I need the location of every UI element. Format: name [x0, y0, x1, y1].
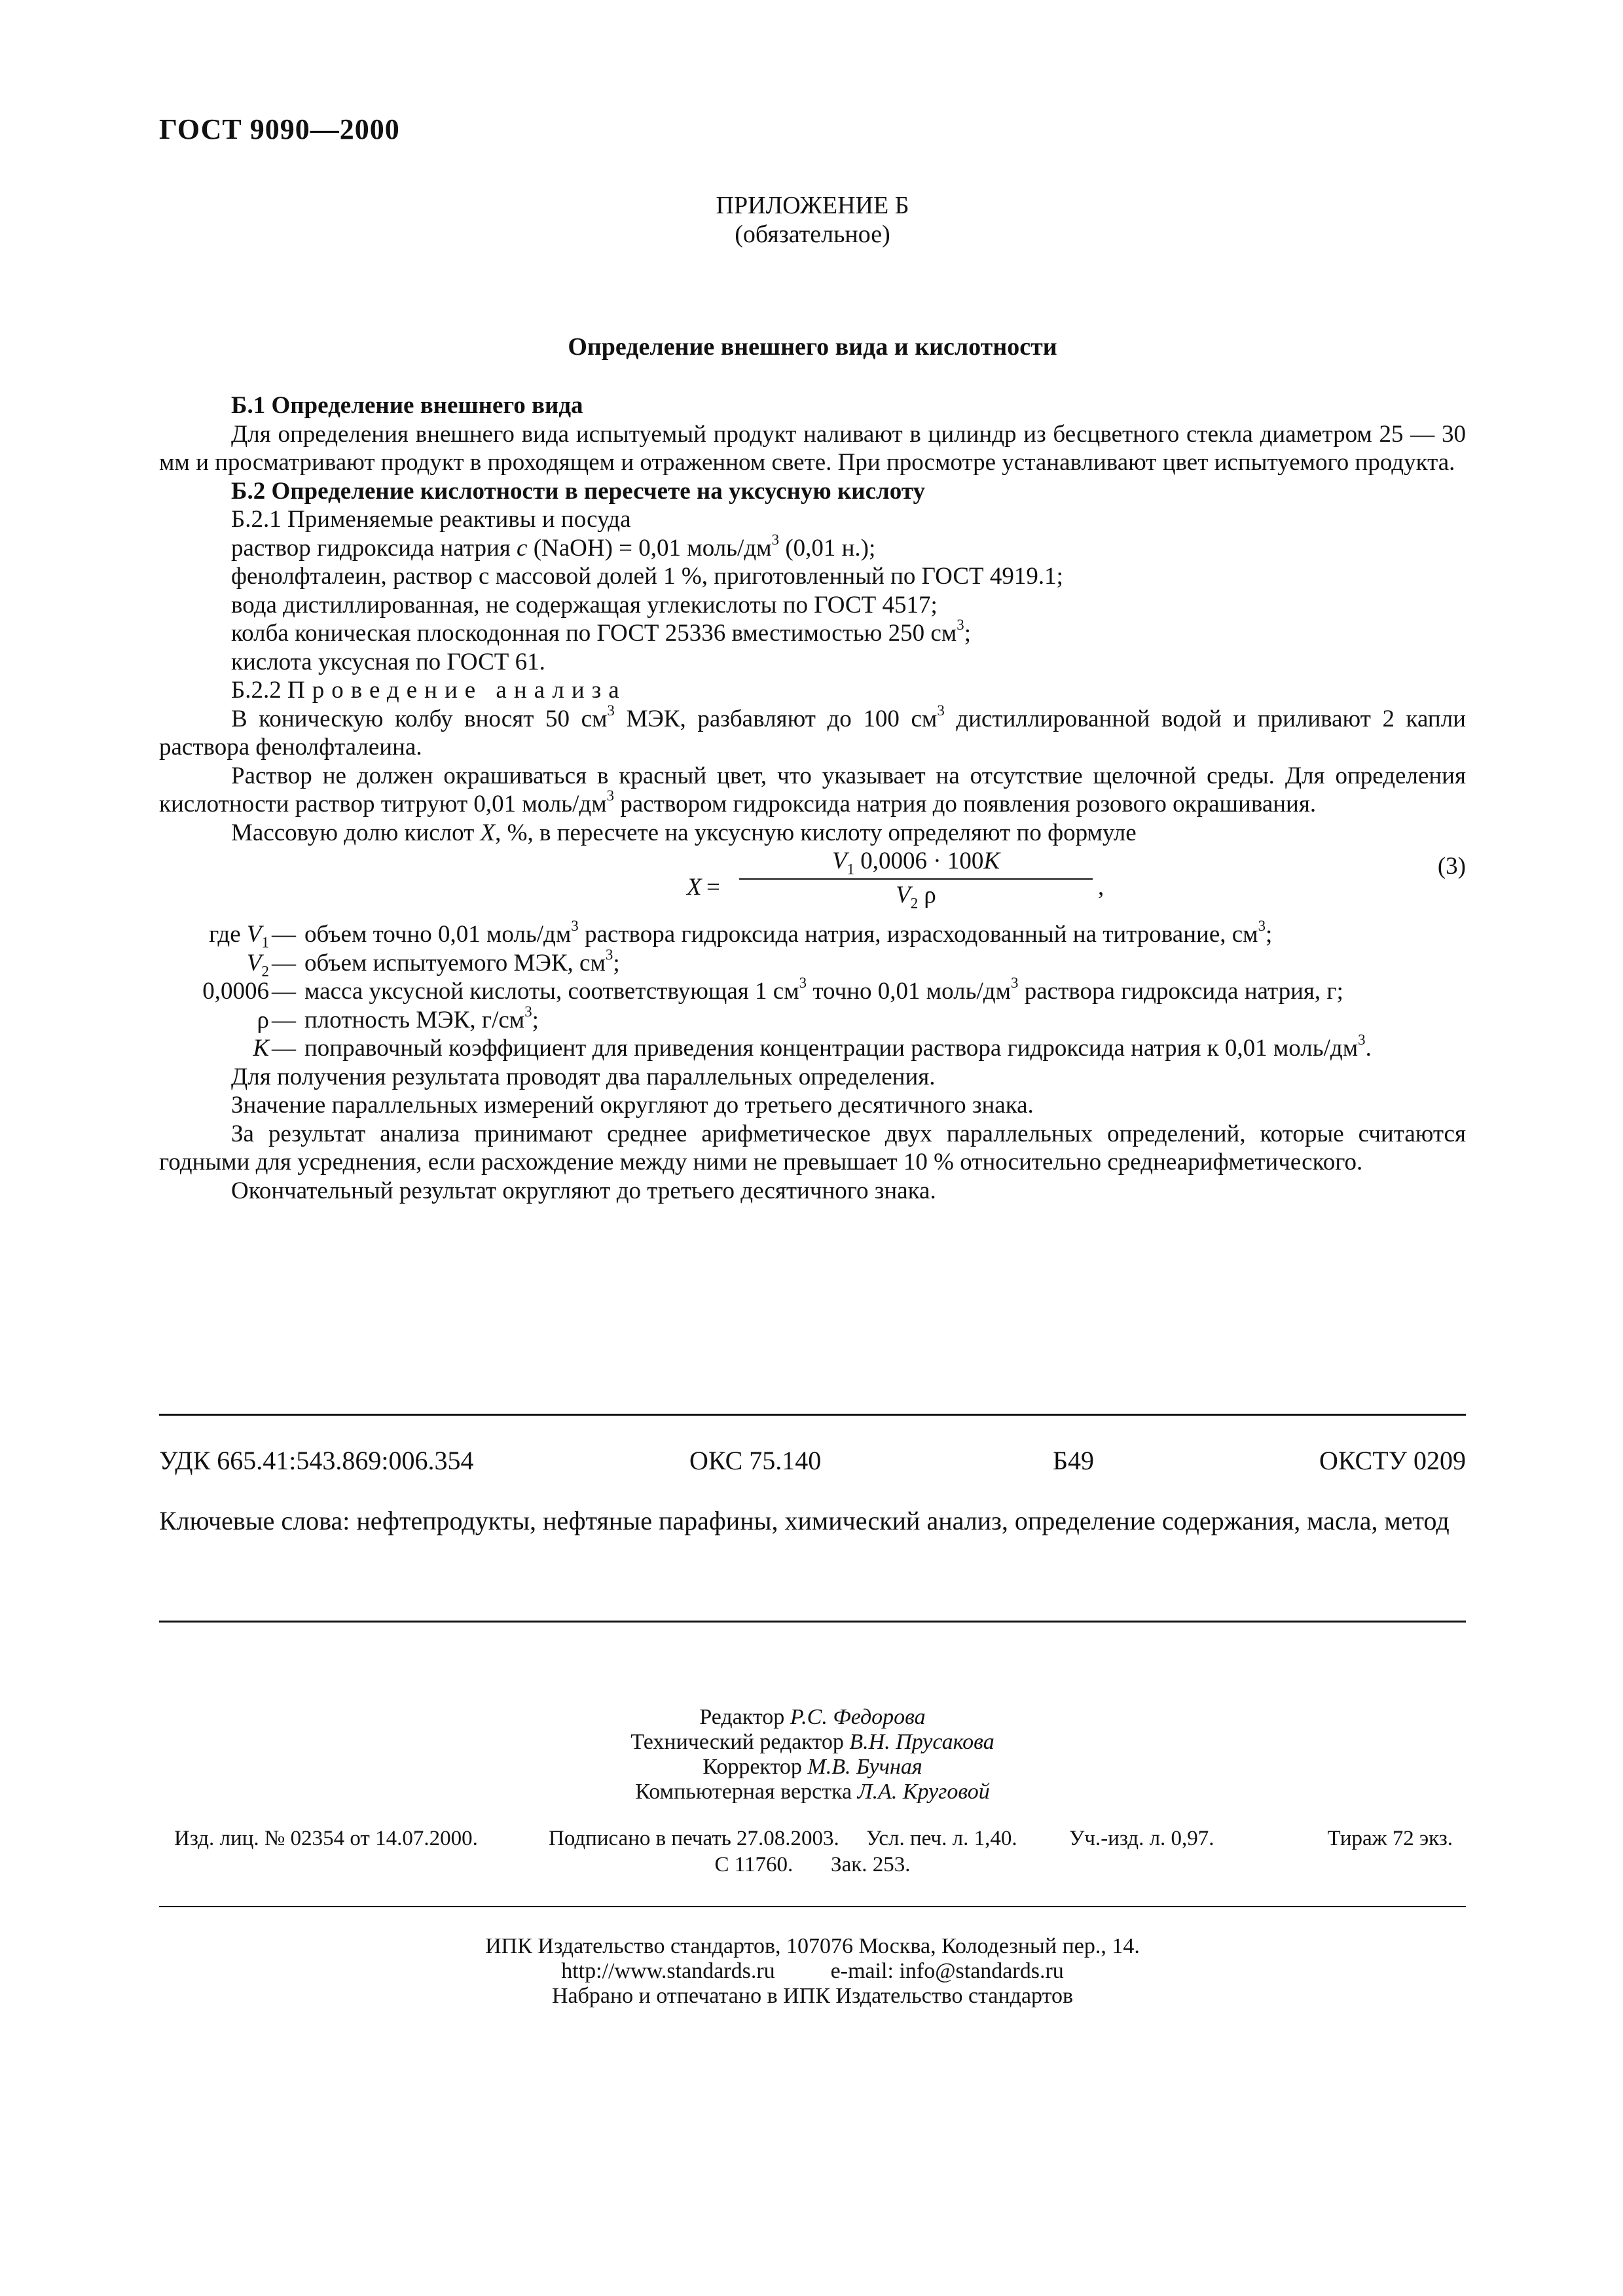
publisher-printed: Набрано и отпечатано в ИПК Издательство стандартов: [551, 1984, 1074, 2008]
formula-equals: =: [706, 874, 720, 901]
closing-paragraph-2: Значение параллельных измерений округляют до третьего десятичного знака.: [231, 1092, 1034, 1119]
closing-paragraph-4: Окончательный результат округляют до третьего десятичного знака.: [231, 1177, 936, 1204]
imprint-license: Изд. лиц. № 02354 от 14.07.2000.: [174, 1827, 478, 1850]
closing-paragraph-1: Для получения результата проводят два параллельных определения.: [231, 1063, 936, 1090]
divider-bottom: [159, 1906, 1466, 1907]
reagent-water: вода дистиллированная, не содержащая углекислоты по ГОСТ 4517;: [231, 591, 938, 619]
reagent-acid: кислота уксусная по ГОСТ 61.: [231, 648, 545, 675]
b1-paragraph: Для определения внешнего вида испытуемый продукт наливают в цилиндр из бесцветного стекла диаметром 25 — 30 мм и просматривают продукт в проходящем и отраженном свете. При просмотре устанавливают цвет испытуемого продукта.: [159, 420, 1466, 476]
imprint-signed: Подписано в печать 27.08.2003.: [549, 1827, 839, 1850]
imprint-row-1: [159, 1826, 1466, 1852]
b22-heading: Б.2.2 Проведение анализа: [231, 677, 627, 704]
appendix-status: (обязательное): [735, 221, 890, 248]
imprint-tirazh: Тираж 72 экз.: [1327, 1827, 1453, 1850]
keywords: Ключевые слова: нефтепродукты, нефтяные парафины, химический анализ, определение содержания, масла, метод: [159, 1506, 1450, 1535]
credit-layout: Компьютерная верстка Л.А. Круговой: [635, 1780, 990, 1804]
b22-paragraph-2: Раствор не должен окрашиваться в красный цвет, что указывает на отсутствие щелочной среды. Для определения кислотности раствор титруют 0,01 моль/$дм^3$ раствором гидроксида натрия до появления розового окрашивания.: [159, 762, 1466, 817]
b2-heading: Б.2 Определение кислотности в пересчете на уксусную кислоту: [231, 477, 925, 505]
b1-heading: Б.1 Определение внешнего вида: [231, 392, 583, 419]
formula-legend: [159, 920, 1466, 1063]
b21-heading: Б.2.1 Применяемые реактивы и посуда: [231, 506, 631, 533]
classification-codes: [159, 1445, 1466, 1478]
publisher-address: ИПК Издательство стандартов, 107076 Москва, Колодезный пер., 14.: [485, 1934, 1140, 1958]
formula-3: [159, 847, 1466, 920]
appendix-heading: [159, 191, 1466, 249]
imprint-uch: Уч.-изд. л. 0,97.: [1069, 1827, 1214, 1850]
publisher-info: [159, 1934, 1466, 2009]
credit-corrector: Корректор М.В. Бучная: [702, 1755, 922, 1779]
b22-paragraph-1: В коническую колбу вносят 50 $см^3$ МЭК, разбавляют до 100 $см^3$ дистиллированной водой и приливают 2 капли раствора фенолфталеина.: [159, 702, 1466, 761]
formula-comma: ,: [1098, 874, 1104, 901]
imprint: [159, 1826, 1466, 1877]
divider-middle: [159, 1621, 1466, 1623]
credits: [159, 1705, 1466, 1804]
imprint-usl: Усл. печ. л. 1,40.: [866, 1827, 1017, 1850]
reagent-flask: колба коническая плоскодонная по ГОСТ 25336 вместимостью 250 $см^3$;: [231, 617, 971, 647]
credit-tech-editor: Технический редактор В.Н. Прусакова: [630, 1730, 994, 1754]
formula-number: (3): [1437, 853, 1466, 880]
closing-paragraph-3: За результат анализа принимают среднее арифметическое двух параллельных определений, которые считаются годными для усреднения, если расхождение между ними не превышает 10 % относительно среднеарифметического.: [159, 1120, 1466, 1175]
formula-denominator: $V_2$ ρ: [896, 881, 936, 911]
imprint-row-2: С 11760. Зак. 253.: [714, 1853, 911, 1876]
oks-code: ОКС 75.140: [689, 1446, 822, 1475]
reagent-phenolphthalein: фенолфталеин, раствор с массовой долей 1 %, приготовленный по ГОСТ 4919.1;: [231, 563, 1063, 590]
publisher-email: e-mail: info@standards.ru: [830, 1959, 1064, 1983]
reagent-naoh: раствор гидроксида натрия c (NaOH) = 0,01 моль/$дм^3$ (0,01 н.);: [231, 531, 876, 562]
section-title: Определение внешнего вида и кислотности: [568, 333, 1057, 361]
document-body: [159, 391, 1466, 1205]
legend-k: K — поправочный коэффициент для приведения концентрации раствора гидроксида натрия к 0,01 моль/$дм^3$.: [253, 1031, 1372, 1062]
credit-editor: Редактор Р.С. Федорова: [699, 1705, 926, 1729]
appendix-title: ПРИЛОЖЕНИЕ Б: [716, 192, 909, 219]
formula-lhs: X: [687, 874, 702, 901]
okstu-code: ОКСТУ 0209: [1319, 1446, 1466, 1475]
document-header-id: ГОСТ 9090—2000: [159, 113, 400, 145]
b-code: Б49: [1053, 1446, 1094, 1475]
legend-v1: где $V_1$ — объем точно 0,01 моль/$дм^3$ раствора гидроксида натрия, израсходованный на титрование, $см^3$;: [209, 918, 1273, 951]
formula-fraction: [739, 847, 1093, 909]
b22-paragraph-3: Массовую долю кислот X, %, в пересчете на уксусную кислоту определяют по формуле: [231, 819, 1137, 846]
legend-constant: 0,0006 — масса уксусной кислоты, соответствующая 1 $см^3$ точно 0,01 моль/$дм^3$ раствора гидроксида натрия, г;: [202, 975, 1343, 1005]
divider-top: [159, 1414, 1466, 1416]
legend-v2: $V_2$ — объем испытуемого МЭК, $см^3$;: [246, 946, 620, 979]
udk-code: УДК 665.41:543.869:006.354: [159, 1446, 474, 1475]
legend-rho: ρ — плотность МЭК, $г/см^3$;: [257, 1003, 539, 1033]
publisher-contacts: [159, 1959, 1466, 1984]
formula-numerator: $V_1$ 0,0006 · 100K: [739, 847, 1093, 880]
publisher-url: http://www.standards.ru: [561, 1959, 775, 1983]
